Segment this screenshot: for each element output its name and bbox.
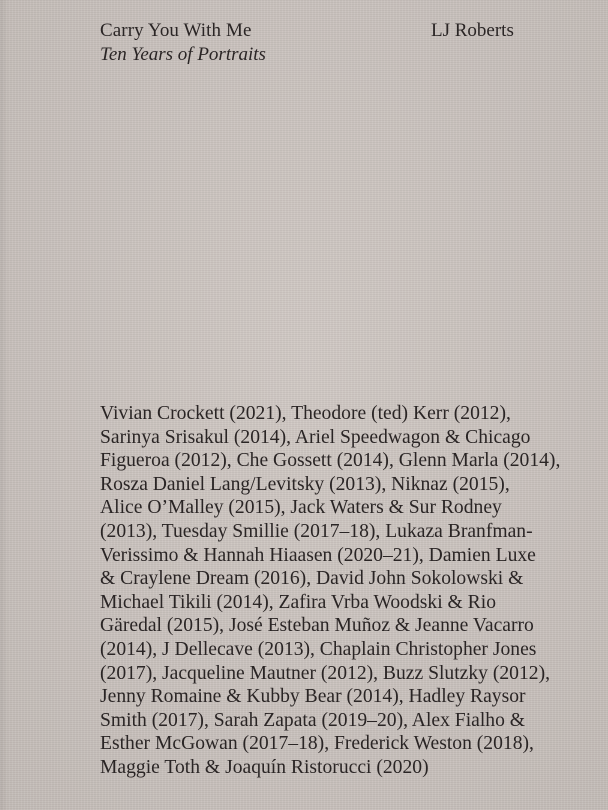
names-line-11: (2014), J Dellecave (2013), Chaplain Christopher Jones [100,638,537,660]
book-subtitle: Ten Years of Portraits [100,44,266,65]
names-line-13: Jenny Romaine & Kubby Bear (2014), Hadley Raysor [100,686,526,708]
names-line-2: Sarinya Srisakul (2014), Ariel Speedwagon & Chicago [100,426,531,448]
names-line-3: Figueroa (2012), Che Gossett (2014), Glenn Marla (2014), [100,450,561,472]
spine-shadow [0,0,8,810]
names-line-7: Verissimo & Hannah Hiaasen (2020–21), Damien Luxe [100,544,536,566]
names-line-5: Alice O’Malley (2015), Jack Waters & Sur Rodney [100,497,502,519]
names-line-16: Maggie Toth & Joaquín Ristorucci (2020) [100,756,429,778]
names-line-9: Michael Tikili (2014), Zafira Vrba Woodski & Rio [100,591,496,613]
names-line-15: Esther McGowan (2017–18), Frederick Weston (2018), [100,733,534,755]
names-line-4: Rosza Daniel Lang/Levitsky (2013), Niknaz (2015), [100,473,510,495]
names-line-6: (2013), Tuesday Smillie (2017–18), Lukaza Branfman- [100,520,533,542]
names-line-14: Smith (2017), Sarah Zapata (2019–20), Alex Fialho & [100,709,526,731]
names-line-1: Vivian Crockett (2021), Theodore (ted) Kerr (2012), [100,403,511,424]
book-author: LJ Roberts [431,20,514,41]
names-line-12: (2017), Jacqueline Mautner (2012), Buzz Slutzky (2012), [100,662,550,684]
book-title: Carry You With Me [100,20,252,41]
names-line-8: & Craylene Dream (2016), David John Sokolowski & [100,568,524,590]
portrait-names-list [100,402,600,780]
names-line-10: Gäredal (2015), José Esteban Muñoz & Jeanne Vacarro [100,615,534,637]
